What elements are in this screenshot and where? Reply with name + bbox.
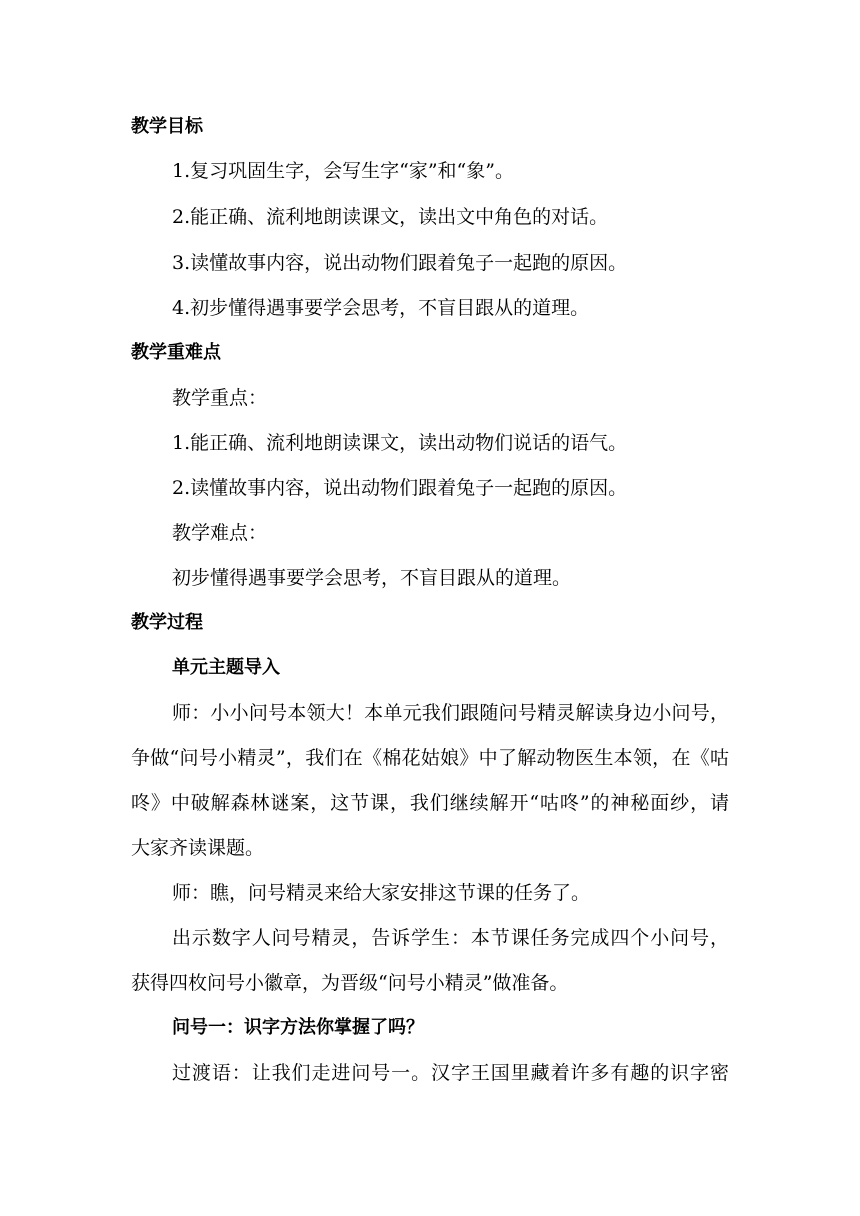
section-heading-goals: 教学目标: [131, 116, 203, 137]
para4-line-1: 过渡语：让我们走进问号一。汉字王国里藏着许多有趣的识字密: [172, 1062, 729, 1084]
goal-item-3: 3.读懂故事内容，说出动物们跟着兔子一起跑的原因。: [172, 252, 628, 274]
question1-title: 问号一：识字方法你掌握了吗？: [172, 1017, 424, 1038]
unit-intro-title: 单元主题导入: [172, 657, 280, 678]
para1-line-1: 师：小小问号本领大！本单元我们跟随问号精灵解读身边小问号，: [172, 702, 729, 724]
goal-item-4: 4.初步懂得遇事要学会思考，不盲目跟从的道理。: [172, 297, 590, 319]
para1-line-4: 大家齐读课题。: [131, 837, 265, 859]
key-item-2: 2.读懂故事内容，说出动物们跟着兔子一起跑的原因。: [172, 477, 628, 499]
goal-item-1: 1.复习巩固生字，会写生字“家”和“象”。: [172, 160, 514, 182]
section-heading-process: 教学过程: [131, 612, 203, 633]
key-label: 教学重点：: [172, 387, 268, 409]
section-heading-keypoints: 教学重难点: [131, 342, 221, 363]
para3-line-1: 出示数字人问号精灵，告诉学生：本节课任务完成四个小问号，: [172, 927, 729, 949]
para2: 师：瞧，问号精灵来给大家安排这节课的任务了。: [172, 882, 591, 904]
goal-item-2: 2.能正确、流利地朗读课文，读出文中角色的对话。: [172, 206, 609, 228]
difficult-item-1: 初步懂得遇事要学会思考，不盲目跟从的道理。: [172, 567, 572, 589]
para1-line-2: 争做“问号小精灵”，我们在《棉花姑娘》中了解动物医生本领，在《咕: [131, 747, 729, 769]
para3-line-2: 获得四枚问号小徽章，为晋级“问号小精灵”做准备。: [131, 972, 569, 994]
key-item-1: 1.能正确、流利地朗读课文，读出动物们说话的语气。: [172, 432, 628, 454]
para1-line-3: 咚》中破解森林谜案，这节课，我们继续解开“咕咚”的神秘面纱，请: [131, 792, 729, 814]
difficult-label: 教学难点：: [172, 522, 268, 544]
